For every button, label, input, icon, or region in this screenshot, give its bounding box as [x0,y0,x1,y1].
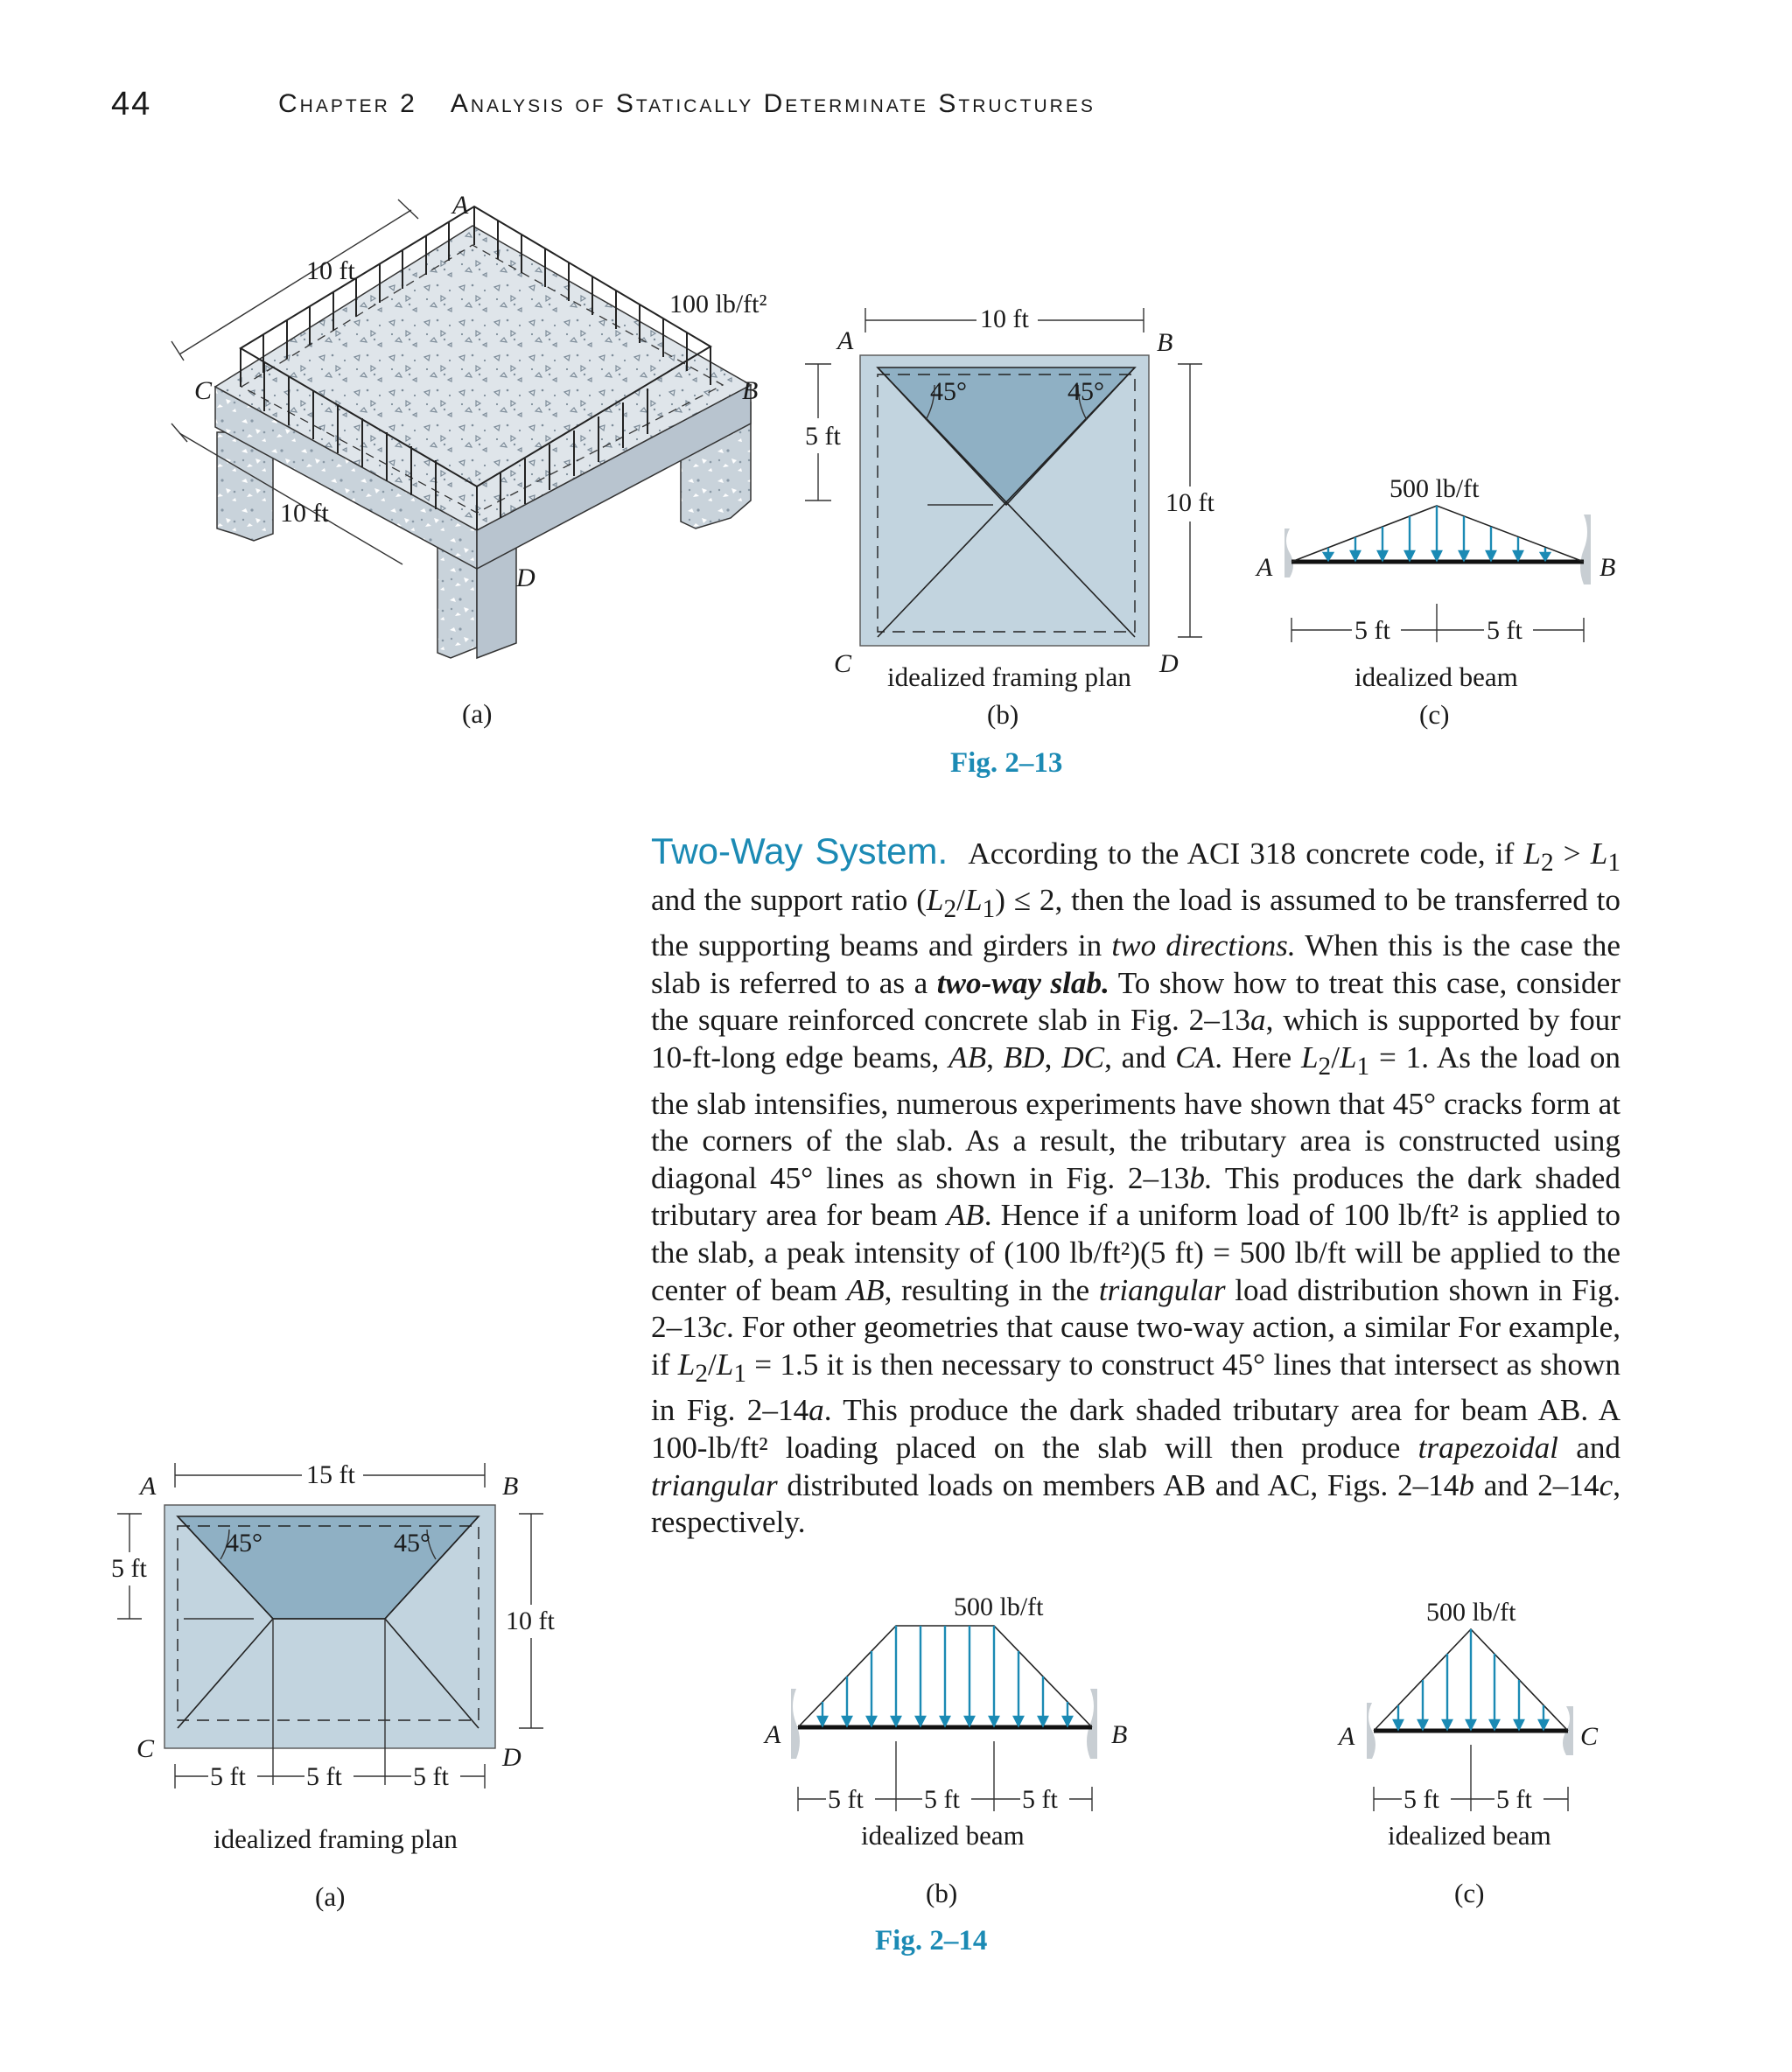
dim-label: 10 ft [506,1606,555,1635]
text-run: a [1250,1003,1266,1038]
page-number: 44 [111,86,152,122]
dim-label: 5 ft [210,1762,246,1791]
subfigure-label: (a) [462,698,493,729]
subfigure-label: (c) [1454,1878,1485,1908]
text-run: , respectively. [651,1467,1621,1540]
text-run: Hence if a uniform load of 100 lb/ft² is applied to the slab, a peak intensity of [651,1198,1621,1270]
point-label-b: B [502,1472,519,1501]
dim-label: 5 ft [1404,1785,1439,1814]
angle-label: 45° [226,1529,262,1558]
dim-label: 5 ft [1487,616,1522,645]
text-run: triangular [1098,1272,1226,1307]
dim-label: 15 ft [306,1460,355,1489]
text-run: b. [1189,1160,1213,1195]
text-run: then the load is assumed to be transferred to the supporting beams and girders in [651,882,1621,963]
load-label: 500 lb/ft [1426,1598,1516,1627]
text-run: and the support ratio [651,882,908,917]
chapter-label: Chapter 2 [278,89,417,118]
text-run: load distribution shown in Fig. 2–13 [651,1272,1621,1345]
subfigure-label: (a) [315,1881,346,1912]
text-run: . This produce the dark shaded tributary area for beam AB. A 100-lb/ft² loading placed on the slab will then produce [651,1393,1620,1466]
point-label-d: D [502,1743,522,1772]
text-run: Here [1231,1040,1292,1075]
dim-label: 5 ft [805,422,841,451]
text-run: a [808,1393,824,1428]
math-inline: L [1523,836,1541,871]
text-run: . For other geometries that cause two-way action, a similar For example, if [651,1310,1620,1382]
text-run: and 2–14 [1483,1467,1600,1502]
point-label-b: B [742,376,759,405]
load-label: 500 lb/ft [1390,474,1480,503]
text-run: This produces the dark shaded tributary area for beam [651,1160,1620,1233]
section-heading: Two-Way System. [651,830,948,872]
support-label-b: B [1111,1720,1128,1749]
text-run: c [712,1310,726,1345]
text-run: distributed loads on members AB and AC, Figs. 2–14 [787,1467,1460,1502]
dim-label: 5 ft [111,1554,147,1583]
angle-label: 45° [1068,377,1104,406]
figure-caption-2-13: Fig. 2–13 [950,747,1063,779]
text-run: c [1599,1467,1614,1502]
point-label-a: A [837,326,854,355]
text-run: , which is supported by four 10-ft-long edge beams, [651,1003,1620,1075]
text-run: trapezoidal [1418,1431,1558,1466]
subfigure-label: (c) [1419,699,1450,730]
text-run: b [1459,1467,1474,1502]
text-run: When this is the case the slab is referred to as a [651,928,1620,1000]
support-label-a: A [1256,553,1273,582]
point-label-a: A [140,1472,157,1501]
subfigure-title: idealized beam [1354,662,1518,692]
point-label-c: C [136,1734,155,1763]
text-run: According to the ACI 318 concrete code, if [968,836,1515,871]
subfigure-title: idealized framing plan [214,1824,458,1854]
figure-caption-2-14: Fig. 2–14 [875,1925,988,1956]
angle-label: 45° [394,1529,430,1558]
text-run: will be applied to the center of beam [651,1236,1620,1307]
point-label-d: D [516,564,536,592]
point-label-c: C [834,649,852,678]
dim-label: 5 ft [413,1762,449,1791]
point-label-c: C [194,376,213,405]
chapter-title: Analysis of Statically Determinate Structures [450,89,1096,118]
subfigure-title: idealized beam [1388,1820,1551,1851]
text-run: two directions. [1111,928,1296,963]
dim-label: 5 ft [924,1785,960,1814]
point-label-b: B [1157,328,1173,357]
dim-label: 10 ft [280,499,329,528]
text-run: it is then necessary to construct 45° lines that intersect as shown in Fig. 2–14 [651,1347,1620,1428]
angle-label: 45° [930,377,967,406]
support-label-a: A [765,1720,781,1749]
dim-label: 5 ft [1354,616,1390,645]
load-label: 100 lb/ft² [669,290,767,318]
subfigure-label: (b) [926,1878,958,1908]
point-label-d: D [1159,649,1179,678]
text-run: two-way slab. [936,965,1110,1000]
text-run: triangular [651,1467,778,1502]
dim-label: 10 ft [306,256,355,285]
load-label: 500 lb/ft [954,1592,1044,1621]
dim-label: 10 ft [1166,488,1214,517]
support-label-a: A [1339,1722,1355,1751]
text-run: and [1576,1431,1621,1466]
dim-label: 5 ft [1022,1785,1058,1814]
subfigure-title: idealized beam [861,1820,1025,1851]
dim-label: 5 ft [828,1785,864,1814]
dim-label: 5 ft [1496,1785,1532,1814]
subfigure-title: idealized framing plan [887,662,1131,692]
support-label-b: B [1600,553,1616,582]
support-label-c: C [1580,1722,1599,1751]
dim-label: 10 ft [980,304,1029,333]
point-label-a: A [452,191,469,220]
text-run: , resulting in the [884,1272,1090,1307]
dim-label: 5 ft [306,1762,342,1791]
text-run: To show how to treat this case, consider the square reinforced concrete slab in Fig. 2–13 [651,965,1620,1038]
paragraph-two-way-system: Two-Way System. According to the ACI 318 concrete code, if $L_2 > L_1$ and the support ratio $(L_2/L_1) \le 2$, then the load is assumed to be transferred to the supporting beams and girders in two directions. When this is the case the slab is referred to as a two-way slab. To show how to treat this case, consider the square reinforced concrete slab in Fig. 2–13a, which is supported by four 10-ft-long edge beams, AB, BD, DC, and CA. Here $L_2/L_1 = 1$. As the load on the slab intensifies, numerous experiments have shown that 45° cracks form at the corners of the slab. As a result, the tributary area is constructed using diagonal 45° lines as shown in Fig. 2–13b. This produces the dark shaded tributary area for beam AB. Hence if a uniform load of 100 lb/ft² is applied to the slab, a peak intensity of (100 lb/ft²)(5 ft) = 500 lb/ft will be applied to the center of beam AB, resulting in the triangular load distribution shown in Fig. 2–13c. For other geometries that cause two-way action, a similar For example, if $L_2/L_1 = 1.5$ it is then necessary to construct 45° lines that intersect as shown in Fig. 2–14a. This produce the dark shaded tributary area for beam AB. A 100-lb/ft² loading placed on the slab will then produce trapezoidal and triangular distributed loads on members AB and AC, Figs. 2–14b and 2–14c, respectively. [651,830,1621,1540]
text-run: As the load on the slab intensifies, numerous experiments have shown that 45° cracks form at the corners of the slab. As a result, the tributary area is constructed using diagonal 45° lines as shown in Fig. 2–13 [651,1040,1621,1195]
subfigure-label: (b) [987,699,1019,730]
